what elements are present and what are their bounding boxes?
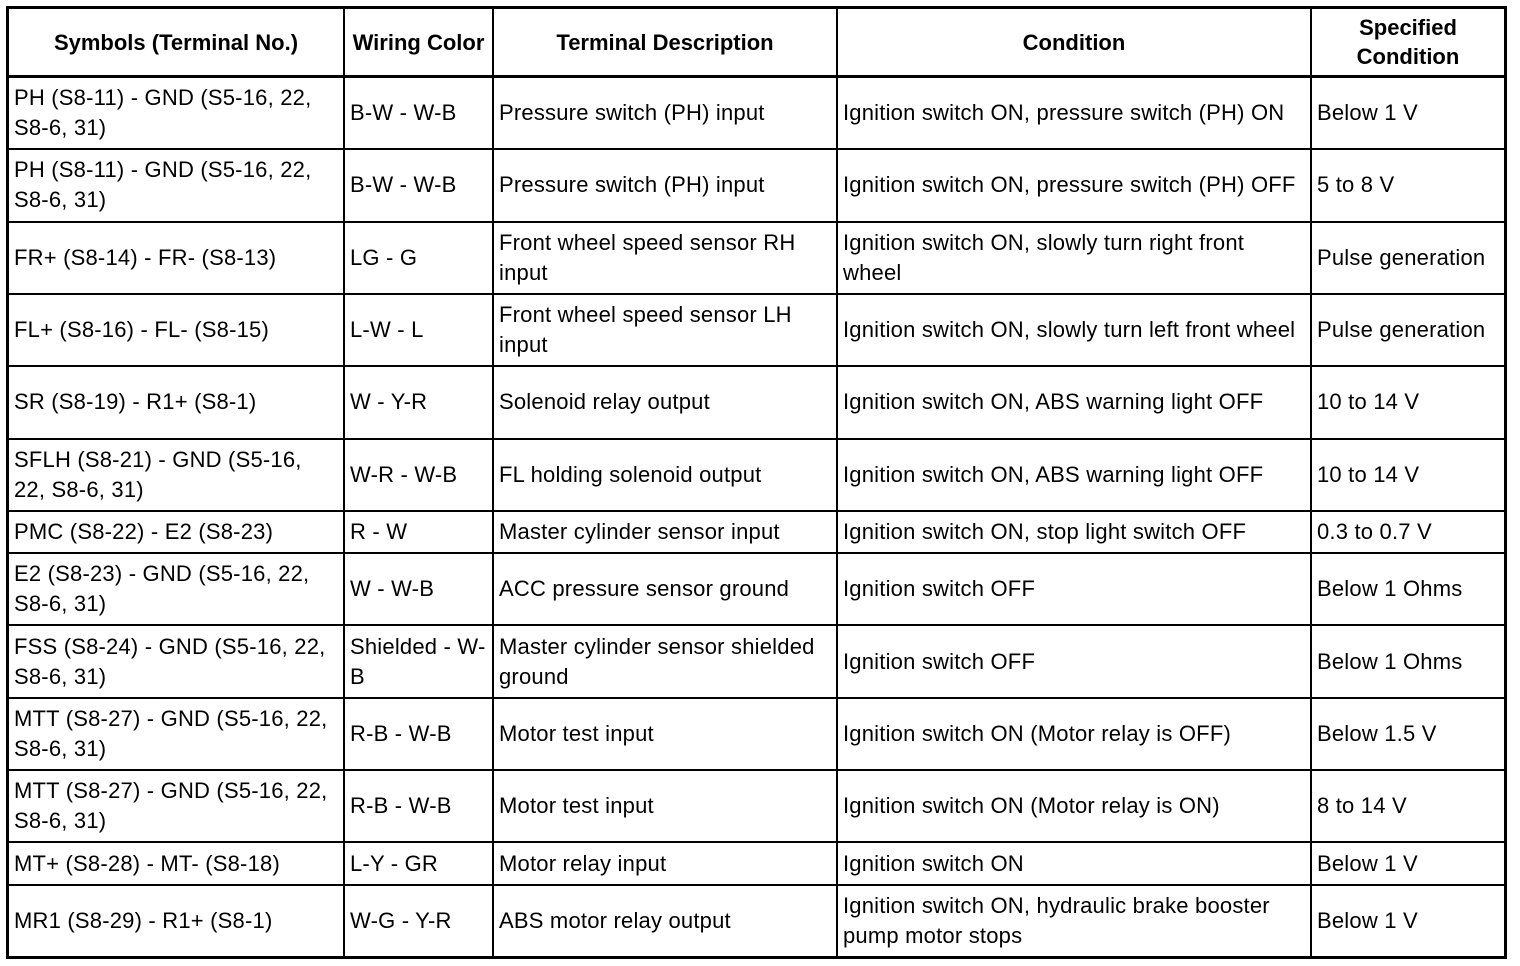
cell-terminal-description: Front wheel speed sensor RH input [493, 222, 837, 294]
cell-wiring-color: R - W [344, 511, 493, 553]
cell-specified-condition: 5 to 8 V [1311, 149, 1504, 221]
table-row [9, 222, 1504, 294]
cell-terminal-description: Motor relay input [493, 842, 837, 884]
cell-symbols: SR (S8-19) - R1+ (S8-1) [9, 366, 344, 438]
cell-terminal-description: ACC pressure sensor ground [493, 553, 837, 625]
cell-specified-condition: 0.3 to 0.7 V [1311, 511, 1504, 553]
cell-wiring-color: W - W-B [344, 553, 493, 625]
header-specified-condition: Specified Condition [1311, 9, 1504, 77]
cell-terminal-description: ABS motor relay output [493, 885, 837, 956]
cell-symbols: SFLH (S8-21) - GND (S5-16, 22, S8-6, 31) [9, 439, 344, 511]
cell-condition: Ignition switch ON, slowly turn right front wheel [837, 222, 1311, 294]
cell-condition: Ignition switch ON (Motor relay is OFF) [837, 698, 1311, 770]
cell-terminal-description: Master cylinder sensor shielded ground [493, 625, 837, 697]
cell-condition: Ignition switch ON, pressure switch (PH) ON [837, 77, 1311, 150]
header-wiring-color: Wiring Color [344, 9, 493, 77]
cell-symbols: PMC (S8-22) - E2 (S8-23) [9, 511, 344, 553]
cell-terminal-description: Pressure switch (PH) input [493, 149, 837, 221]
cell-symbols: PH (S8-11) - GND (S5-16, 22, S8-6, 31) [9, 149, 344, 221]
cell-wiring-color: B-W - W-B [344, 149, 493, 221]
cell-terminal-description: Solenoid relay output [493, 366, 837, 438]
header-condition: Condition [837, 9, 1311, 77]
cell-condition: Ignition switch ON, pressure switch (PH) OFF [837, 149, 1311, 221]
cell-wiring-color: R-B - W-B [344, 698, 493, 770]
cell-specified-condition: 10 to 14 V [1311, 366, 1504, 438]
cell-wiring-color: R-B - W-B [344, 770, 493, 842]
cell-specified-condition: Below 1 V [1311, 77, 1504, 150]
table-row [9, 511, 1504, 553]
table-row [9, 439, 1504, 511]
cell-symbols: E2 (S8-23) - GND (S5-16, 22, S8-6, 31) [9, 553, 344, 625]
cell-wiring-color: W-G - Y-R [344, 885, 493, 956]
table-row [9, 625, 1504, 697]
cell-condition: Ignition switch ON, slowly turn left front wheel [837, 294, 1311, 366]
cell-symbols: MR1 (S8-29) - R1+ (S8-1) [9, 885, 344, 956]
cell-symbols: FL+ (S8-16) - FL- (S8-15) [9, 294, 344, 366]
cell-wiring-color: B-W - W-B [344, 77, 493, 150]
cell-symbols: MT+ (S8-28) - MT- (S8-18) [9, 842, 344, 884]
cell-symbols: MTT (S8-27) - GND (S5-16, 22, S8-6, 31) [9, 698, 344, 770]
cell-wiring-color: LG - G [344, 222, 493, 294]
table-row [9, 149, 1504, 221]
cell-symbols: FR+ (S8-14) - FR- (S8-13) [9, 222, 344, 294]
header-symbols: Symbols (Terminal No.) [9, 9, 344, 77]
cell-specified-condition: Below 1.5 V [1311, 698, 1504, 770]
cell-terminal-description: Pressure switch (PH) input [493, 77, 837, 150]
cell-terminal-description: FL holding solenoid output [493, 439, 837, 511]
cell-condition: Ignition switch ON, ABS warning light OFF [837, 439, 1311, 511]
table-row [9, 77, 1504, 150]
cell-specified-condition: Below 1 Ohms [1311, 625, 1504, 697]
table-row [9, 553, 1504, 625]
table-row [9, 366, 1504, 438]
cell-specified-condition: Pulse generation [1311, 222, 1504, 294]
table-row [9, 842, 1504, 884]
cell-condition: Ignition switch OFF [837, 625, 1311, 697]
cell-condition: Ignition switch OFF [837, 553, 1311, 625]
header-row [9, 9, 1504, 77]
table-row [9, 885, 1504, 956]
cell-specified-condition: 10 to 14 V [1311, 439, 1504, 511]
cell-symbols: FSS (S8-24) - GND (S5-16, 22, S8-6, 31) [9, 625, 344, 697]
table-row [9, 770, 1504, 842]
cell-condition: Ignition switch ON [837, 842, 1311, 884]
header-terminal-description: Terminal Description [493, 9, 837, 77]
cell-condition: Ignition switch ON (Motor relay is ON) [837, 770, 1311, 842]
table-row [9, 698, 1504, 770]
cell-specified-condition: 8 to 14 V [1311, 770, 1504, 842]
cell-wiring-color: L-Y - GR [344, 842, 493, 884]
cell-symbols: PH (S8-11) - GND (S5-16, 22, S8-6, 31) [14, 85, 312, 141]
cell-terminal-description: Front wheel speed sensor LH input [493, 294, 837, 366]
terminal-spec-table [9, 9, 1504, 956]
cell-specified-condition: Pulse generation [1311, 294, 1504, 366]
cell-specified-condition: Below 1 V [1311, 842, 1504, 884]
cell-wiring-color: W - Y-R [344, 366, 493, 438]
cell-terminal-description: Motor test input [493, 698, 837, 770]
cell-wiring-color: W-R - W-B [344, 439, 493, 511]
terminal-spec-table-frame [6, 6, 1507, 959]
cell-specified-condition: Below 1 Ohms [1311, 553, 1504, 625]
cell-symbols: MTT (S8-27) - GND (S5-16, 22, S8-6, 31) [9, 770, 344, 842]
cell-condition: Ignition switch ON, stop light switch OFF [837, 511, 1311, 553]
cell-specified-condition: Below 1 V [1311, 885, 1504, 956]
cell-terminal-description: Motor test input [493, 770, 837, 842]
table-row [9, 294, 1504, 366]
cell-condition: Ignition switch ON, ABS warning light OFF [837, 366, 1311, 438]
cell-wiring-color: Shielded - W-B [344, 625, 493, 697]
cell-condition: Ignition switch ON, hydraulic brake booster pump motor stops [837, 885, 1311, 956]
cell-wiring-color: L-W - L [344, 294, 493, 366]
cell-terminal-description: Master cylinder sensor input [493, 511, 837, 553]
